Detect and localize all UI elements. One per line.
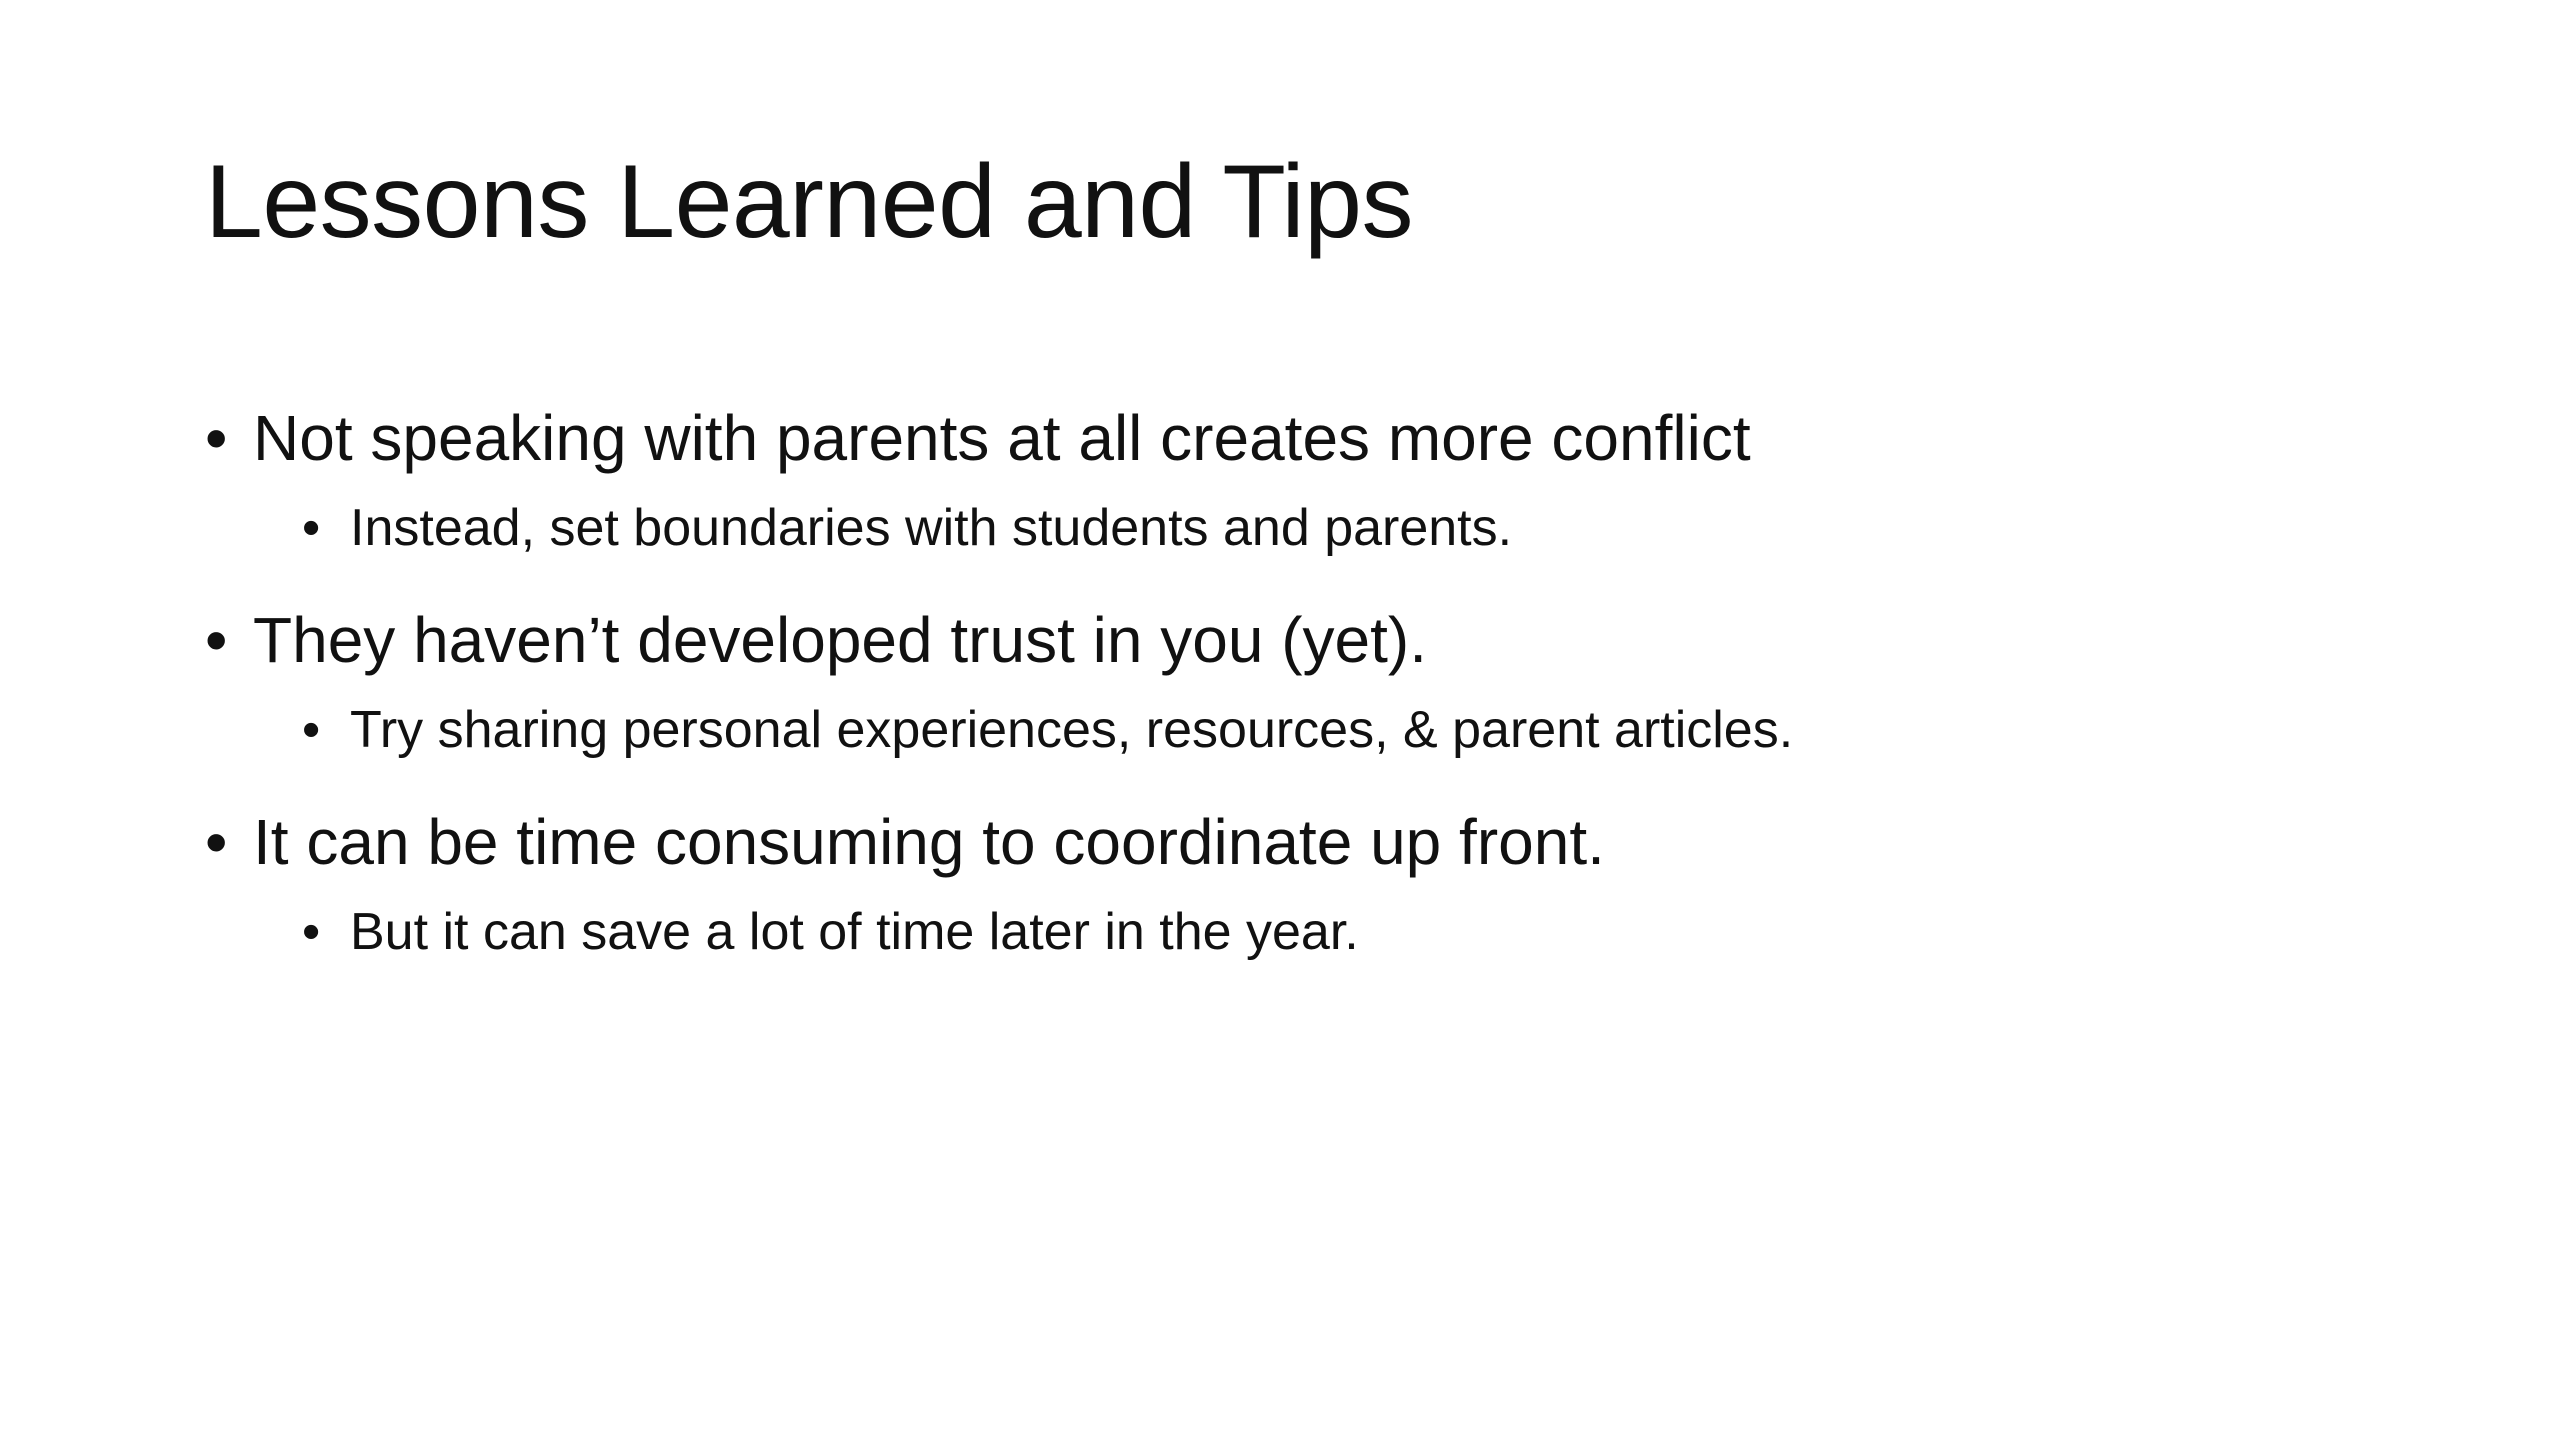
bullet-dot: • xyxy=(302,903,321,961)
bullet-text: Instead, set boundaries with students and parents. xyxy=(350,499,1513,557)
bullet-dot: • xyxy=(205,402,228,474)
bullet-level-1 xyxy=(205,592,2405,688)
bullet-level-1 xyxy=(205,390,2405,486)
slide-content xyxy=(205,390,2405,996)
bullet-text: It can be time consuming to coordinate up front. xyxy=(253,806,1605,878)
bullet-level-1 xyxy=(205,794,2405,890)
bullet-dot: • xyxy=(302,499,321,557)
bullet-text: Try sharing personal experiences, resources, & parent articles. xyxy=(350,701,1794,759)
bullet-level-2 xyxy=(205,890,2405,974)
bullet-text: But it can save a lot of time later in the year. xyxy=(350,903,1359,961)
bullet-level-2 xyxy=(205,688,2405,772)
slide-title: Lessons Learned and Tips xyxy=(205,144,1413,260)
bullet-dot: • xyxy=(205,604,228,676)
bullet-dot: • xyxy=(205,806,228,878)
bullet-text: Not speaking with parents at all creates more conflict xyxy=(253,402,1751,474)
bullet-level-2 xyxy=(205,486,2405,570)
bullet-text: They haven’t developed trust in you (yet). xyxy=(253,604,1427,676)
bullet-dot: • xyxy=(302,701,321,759)
